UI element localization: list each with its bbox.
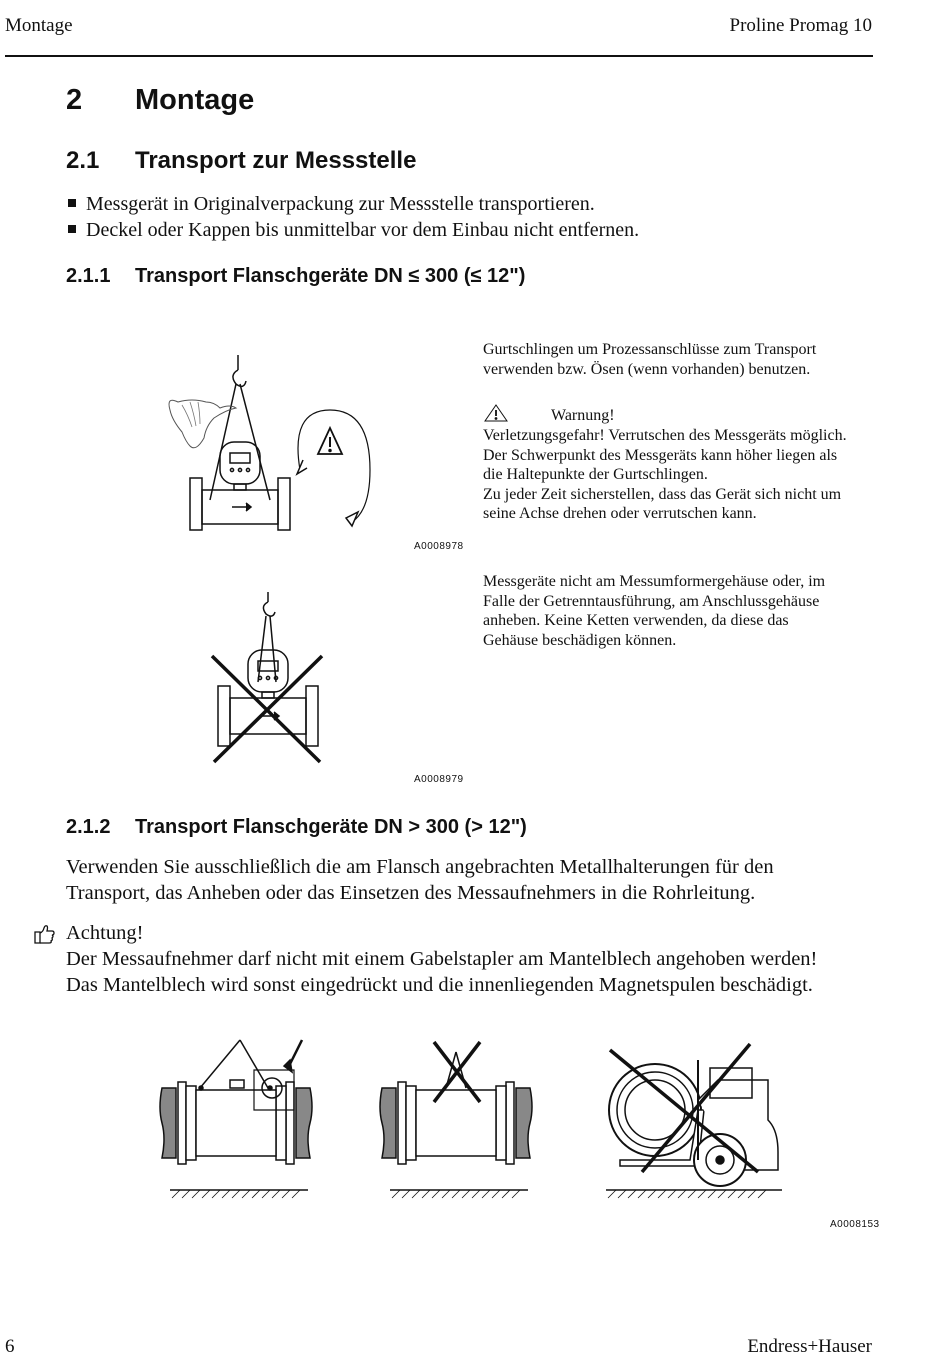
warning-label: Warnung! (551, 407, 615, 424)
page-number: 6 (5, 1336, 15, 1357)
figure1-code: A0008978 (414, 541, 464, 552)
header-rule (5, 55, 873, 57)
list-item: Deckel oder Kappen bis unmittelbar vor dem Einbau nicht entfernen. (68, 217, 639, 243)
figure2-code: A0008979 (414, 774, 464, 785)
sub1-heading (66, 265, 766, 291)
warning-icon (483, 403, 509, 423)
caution-label: Achtung! (66, 922, 144, 944)
sub1-number: 2.1.1 (66, 265, 111, 287)
caution-block: Achtung! Der Messaufnehmer darf nicht mit einem Gabelstapler am Mantelblech angehoben werden! Das Mantelblech wird sonst eingedrückt und die innenliegenden Magnetspulen beschädigt. (66, 922, 818, 996)
figure-wrong-lifting (200, 590, 340, 770)
section-title: Montage (135, 84, 255, 116)
paragraph: Verwenden Sie ausschließlich die am Flansch angebrachten Metallhalterungen für den Transport, das Anheben oder das Einsetzen des Messaufnehmers in die Rohrleitung. (66, 856, 774, 904)
figure1-text: Gurtschlingen um Prozessanschlüsse zum Transport verwenden bzw. Ösen (wenn vorhanden) benutzen. (483, 341, 817, 378)
section-heading (66, 84, 766, 120)
list-item: Messgerät in Originalverpackung zur Messstelle transportieren. (68, 191, 639, 217)
sub2-number: 2.1.2 (66, 816, 111, 838)
warning-text: Verletzungsgefahr! Verrutschen des Messgeräts möglich. Der Schwerpunkt des Messgeräts kann höher liegen als die Haltepunkte der Gurtschlingen. Zu jeder Zeit sicherstellen, dass das Gerät sich nicht um seine Achse drehen oder verrutschen kann. (483, 427, 847, 522)
footer-brand: Endress+Hauser (747, 1336, 872, 1357)
section-number: 2 (66, 84, 83, 116)
subsection-number: 2.1 (66, 147, 100, 174)
figure-large-device-transport (150, 1030, 790, 1210)
subsection-heading (66, 147, 766, 177)
sub2-heading (66, 816, 766, 842)
figure3-code: A0008153 (830, 1219, 880, 1230)
header-right: Proline Promag 10 (729, 15, 872, 36)
pointing-hand-icon (32, 922, 56, 946)
figure2-text: Messgeräte nicht am Messumformergehäuse oder, im Falle der Getrenntausführung, am Anschlussgehäuse anheben. Keine Ketten verwenden, da diese das Gehäuse beschädigen können. (483, 573, 826, 649)
header-left: Montage (5, 15, 73, 36)
sub1-title: Transport Flanschgeräte DN ≤ 300 (≤ 12") (135, 265, 526, 287)
figure-sling-transport (160, 350, 460, 540)
sub2-title: Transport Flanschgeräte DN > 300 (> 12") (135, 816, 527, 838)
subsection-title: Transport zur Messstelle (135, 147, 417, 174)
bullet-square-icon (68, 225, 76, 233)
bullet-square-icon (68, 199, 76, 207)
bullet-list (68, 191, 639, 243)
